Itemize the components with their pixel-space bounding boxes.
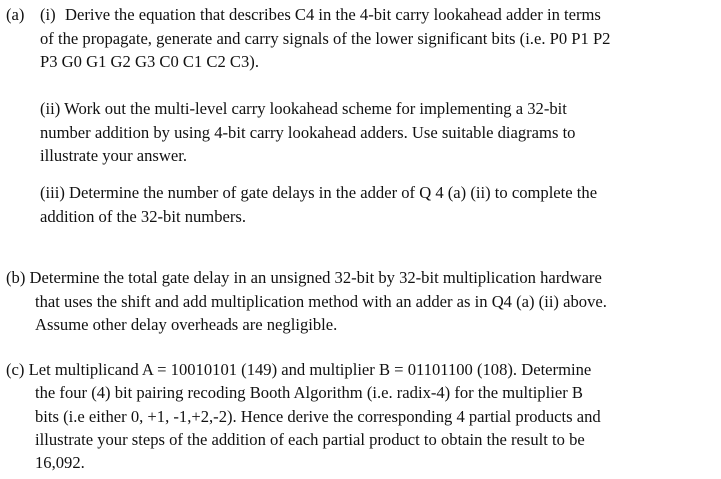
question-a-ii-line-3: illustrate your answer. <box>40 146 188 165</box>
question-c-line-4: illustrate your steps of the addition of each partial product to obtain the result to be <box>35 430 585 449</box>
question-b-line-3: Assume other delay overheads are negligible. <box>35 315 338 334</box>
question-b-line-1: (b) Determine the total gate delay in an unsigned 32-bit by 32-bit multiplication hardware <box>6 268 602 287</box>
question-a-ii-line-2: number addition by using 4-bit carry lookahead adders. Use suitable diagrams to <box>40 123 576 142</box>
question-a-i-label: (i) <box>40 5 56 24</box>
question-a-i-line-1: Derive the equation that describes C4 in the 4-bit carry lookahead adder in terms <box>65 5 601 24</box>
question-a-i-line-2: of the propagate, generate and carry signals of the lower significant bits (i.e. P0 P1 P2 <box>40 29 611 48</box>
question-c-line-5: 16,092. <box>35 453 85 472</box>
question-a-iii-line-1: (iii) Determine the number of gate delays in the adder of Q 4 (a) (ii) to complete the <box>40 183 598 202</box>
question-a-label: (a) <box>6 5 25 24</box>
question-a-i-line-3: P3 G0 G1 G2 G3 C0 C1 C2 C3). <box>40 52 259 71</box>
question-c-line-3: bits (i.e either 0, +1, -1,+2,-2). Hence derive the corresponding 4 partial products and <box>35 407 601 426</box>
question-b-line-2: that uses the shift and add multiplication method with an adder as in Q4 (a) (ii) above. <box>35 292 607 311</box>
question-a-iii-line-2: addition of the 32-bit numbers. <box>40 207 247 226</box>
question-a-ii-line-1: (ii) Work out the multi-level carry lookahead scheme for implementing a 32-bit <box>40 99 567 118</box>
question-c-line-2: the four (4) bit pairing recoding Booth Algorithm (i.e. radix-4) for the multiplier B <box>35 383 583 402</box>
question-c-line-1: (c) Let multiplicand A = 10010101 (149) and multiplier B = 01101100 (108). Determine <box>6 360 592 379</box>
